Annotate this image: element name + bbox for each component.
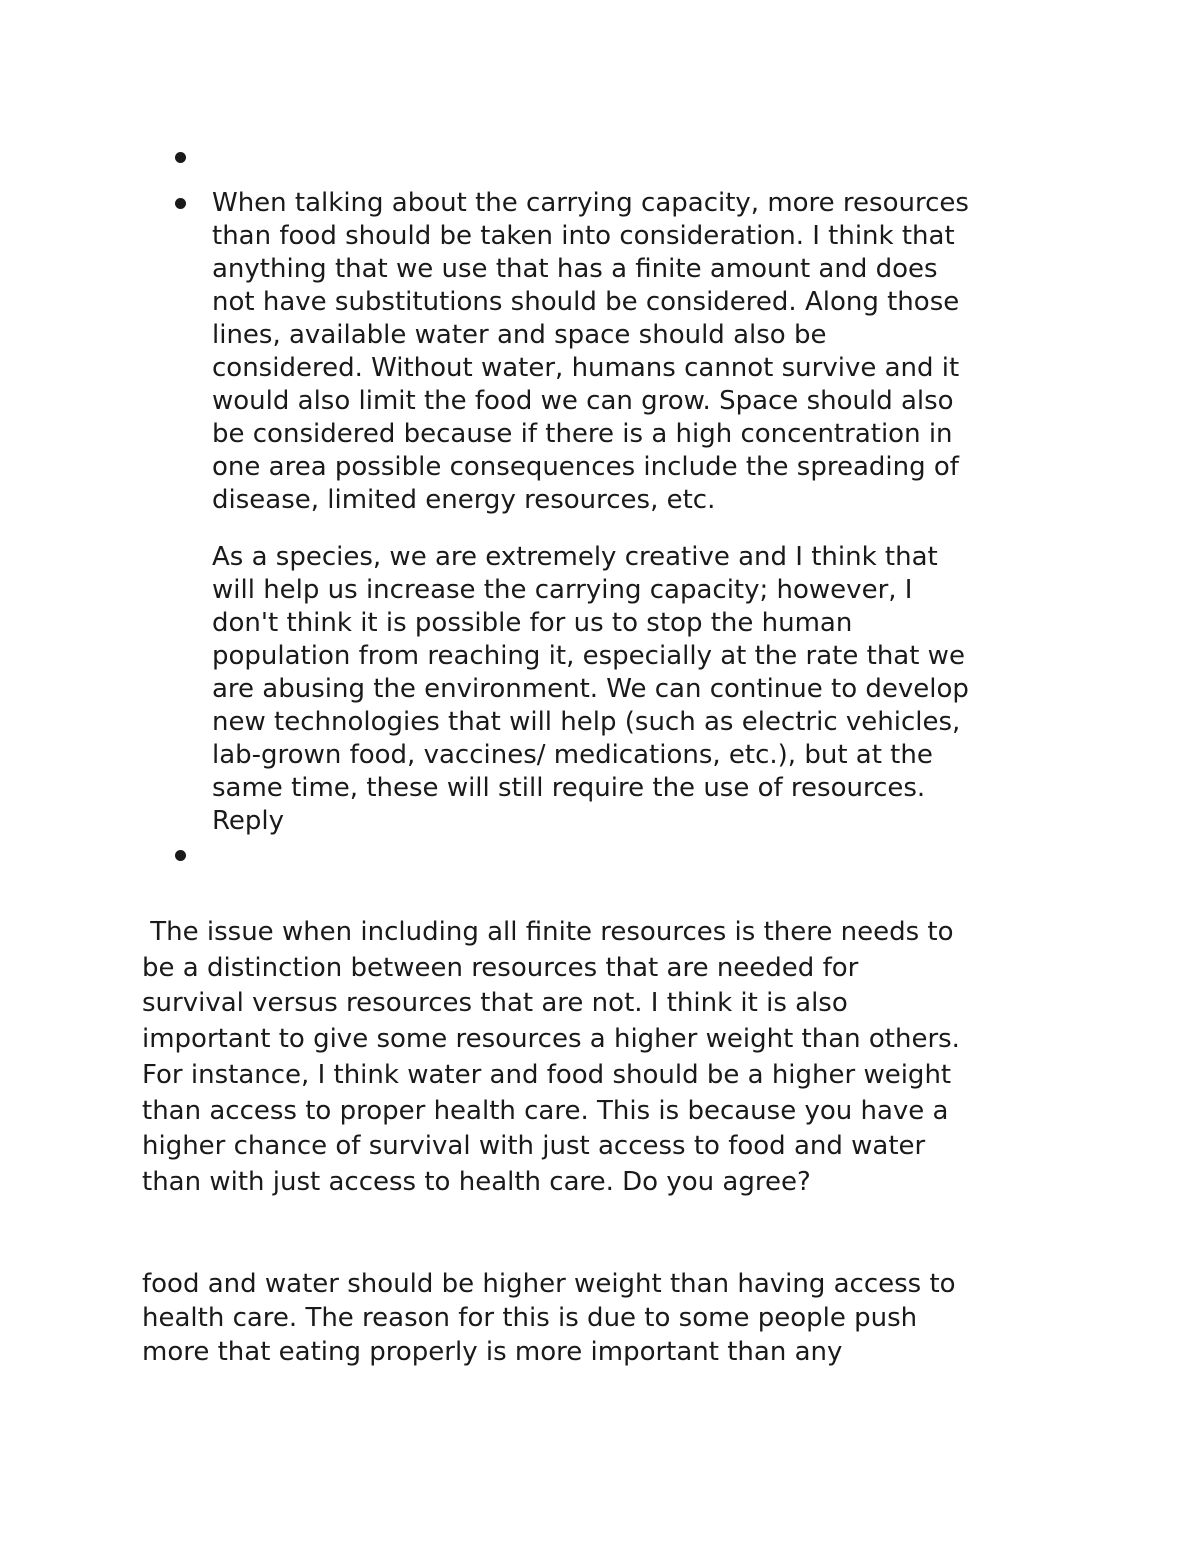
response-paragraph-2: food and water should be higher weight than having access to health care. The reason for this is due to some people push more that eating properly is more important than any bbox=[142, 1269, 956, 1367]
bullet-2 bbox=[175, 198, 186, 209]
response-paragraph-1: The issue when including all finite resources is there needs to be a distinction between resources that are needed for survival versus resources that are not. I think it is also important to give some resources a higher weight than others. For instance, I think water and food should be a higher weight than access to proper health care. This is because you have a higher chance of survival with just access to food and water than with just access to health care. Do you agree? bbox=[142, 917, 960, 1197]
bullet-3 bbox=[175, 850, 186, 861]
reply-link[interactable]: Reply bbox=[212, 806, 285, 836]
bullet-1 bbox=[175, 152, 186, 163]
list-item-paragraph-2: As a species, we are extremely creative and I think that will help us increase the carrying capacity; however, I don't think it is possible for us to stop the human population from reaching it, especially at the rate that we are abusing the environment. We can continue to develop new technologies that will help (such as electric vehicles, lab-grown food, vaccines/ medications, etc.), but at the same time, these will still require the use of resources. bbox=[212, 542, 969, 803]
list-item-paragraph-1: When talking about the carrying capacity, more resources than food should be taken into consideration. I think that anything that we use that has a finite amount and does not have substitutions should be considered. Along those lines, available water and space should also be considered. Without water, humans cannot survive and it would also limit the food we can grow. Space should also be considered because if there is a high concentration in one area possible consequences include the spreading of disease, limited energy resources, etc. bbox=[212, 188, 969, 515]
